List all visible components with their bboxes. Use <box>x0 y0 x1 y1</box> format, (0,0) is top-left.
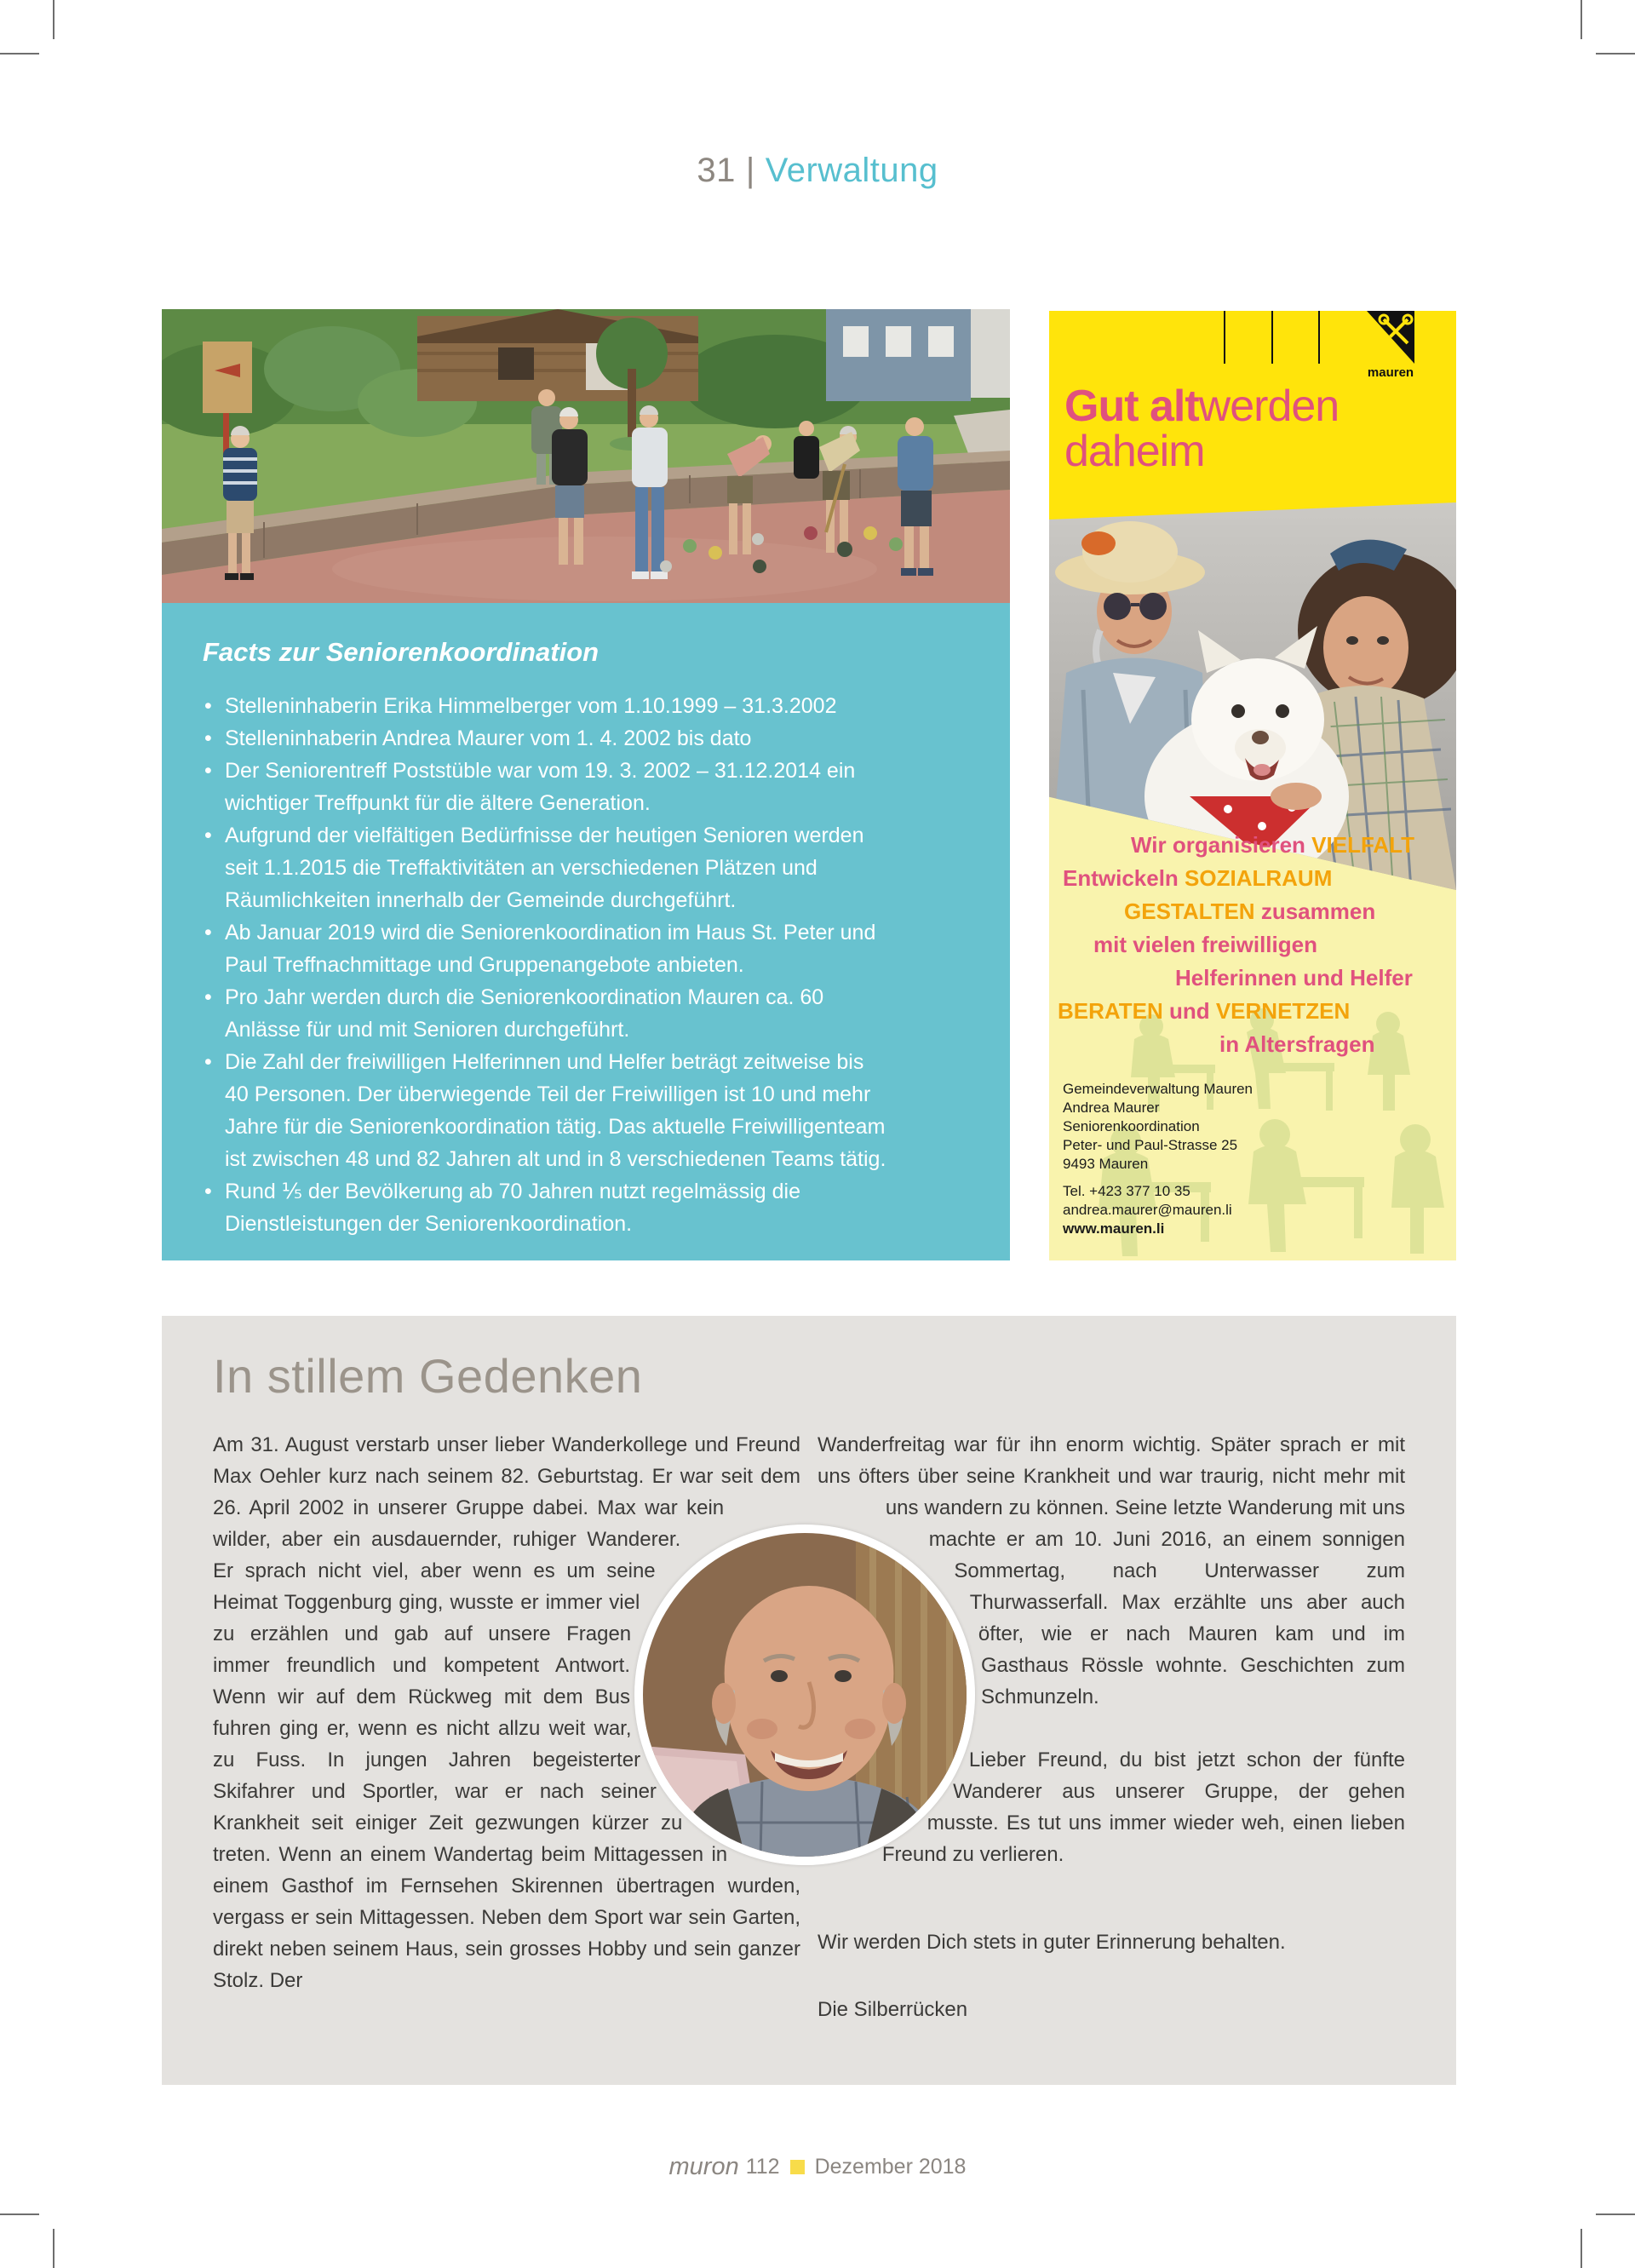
poster-contact-block <box>1063 1080 1253 1238</box>
memorial-paragraph: Wir werden Dich stets in guter Erinnerung behalten. <box>818 1931 1286 1954</box>
contact-city: 9493 Mauren <box>1063 1156 1149 1172</box>
footer-date: Dezember 2018 <box>814 2155 967 2179</box>
memorial-signature: Die Silberrücken <box>818 1998 968 2021</box>
crop-mark <box>0 53 39 55</box>
slogan-line: in Altersfragen <box>1219 1031 1375 1057</box>
page-number: 31 <box>697 152 736 189</box>
poster-slogan <box>1049 829 1456 1061</box>
fact-item: • Die Zahl der freiwilligen Helferinnen und Helfer beträgt zeitweise bis 40 Personen. Der überwiegende Teil der Freiwilligen ist 10 und mehr Jahre für die Seniorenkoordination tätig. Das aktuelle Freiwilligenteam ist zwischen 48 und 82 Jahren alt und in 8 verschiedenen Teams tätig. <box>203 1046 891 1175</box>
memorial-paragraph: Wanderfreitag war für ihn enorm wichtig. Später sprach er mit uns öfters über seine Krankheit und war traurig, nicht mehr mit uns wandern zu können. Seine letzte Wanderung mit uns machte er am 10. Juni 2016, an einem sonnigen Sommertag, nach Unterwasser zum Thurwasserfall. Max erzählte uns aber auch öfter, wie er nach Mauren kam und im Gasthaus Rössle wohnte. Geschichten zum Schmunzeln. <box>818 1433 1405 1708</box>
crop-mark <box>0 2213 39 2215</box>
max-oehler-portrait-photo <box>634 1524 975 1865</box>
contact-person: Andrea Maurer <box>1063 1100 1160 1116</box>
contact-phone: Tel. +423 377 10 35 <box>1063 1183 1190 1199</box>
crop-mark <box>1596 2213 1635 2215</box>
facts-list <box>203 690 891 1240</box>
crop-mark <box>1580 0 1582 39</box>
crop-mark <box>1596 53 1635 55</box>
contact-website: www.mauren.li <box>1063 1220 1165 1237</box>
slogan-line: Wir organisieren VIELFALT <box>1131 832 1415 858</box>
mauren-logo-label: mauren <box>1367 365 1414 380</box>
page-header <box>0 152 1635 190</box>
fact-item: • Rund ⅕ der Bevölkerung ab 70 Jahren nutzt regelmässig die Dienstleistungen der Seniorenkoordination. <box>203 1175 891 1240</box>
footer-issue: 112 <box>745 2155 780 2179</box>
fact-item: • Pro Jahr werden durch die Seniorenkoordination Mauren ca. 60 Anlässe für und mit Senioren durchgeführt. <box>203 981 891 1046</box>
section-title: Verwaltung <box>765 152 938 189</box>
crop-mark <box>53 0 54 39</box>
tick-line <box>1318 311 1320 364</box>
facts-title: Facts zur Seniorenkoordination <box>203 637 600 667</box>
crop-mark <box>1580 2229 1582 2268</box>
fact-item: • Stelleninhaberin Andrea Maurer vom 1. 4. 2002 bis dato <box>203 722 891 755</box>
crop-mark <box>53 2229 54 2268</box>
seniors-boccia-photo <box>162 309 1010 603</box>
memorial-title: In stillem Gedenken <box>213 1349 643 1403</box>
gut-altwerden-poster <box>1049 311 1456 1260</box>
slogan-line: Entwickeln SOZIALRAUM <box>1063 865 1333 891</box>
boccia-photo-graphic <box>162 309 1010 603</box>
slogan-line: BERATEN und VERNETZEN <box>1058 998 1351 1024</box>
memorial-box <box>162 1316 1456 2085</box>
slogan-line: GESTALTEN zusammen <box>1124 899 1376 924</box>
poster-title <box>1064 384 1339 474</box>
fact-item: • Stelleninhaberin Erika Himmelberger vom 1.10.1999 – 31.3.2002 <box>203 690 891 722</box>
header-separator: | <box>745 152 755 189</box>
tick-line <box>1224 311 1225 364</box>
facts-box <box>162 603 1010 1260</box>
contact-street: Peter- und Paul-Strasse 25 <box>1063 1137 1238 1153</box>
fact-item: • Aufgrund der vielfältigen Bedürfnisse der heutigen Senioren werden seit 1.1.2015 die Treffaktivitäten an verschiedenen Plätzen und Räumlichkeiten innerhalb der Gemeinde durchgeführt. <box>203 819 891 916</box>
page-footer <box>0 2153 1635 2181</box>
fact-item: • Der Seniorentreff Poststüble war vom 19. 3. 2002 – 31.12.2014 ein wichtiger Treffpunkt für die ältere Generation. <box>203 755 891 819</box>
footer-magazine: muron <box>668 2153 739 2180</box>
poster-title-rest: werden <box>1198 382 1340 431</box>
footer-separator-square <box>790 2160 805 2174</box>
poster-title-line2: daheim <box>1064 427 1205 476</box>
slogan-line: mit vielen freiwilligen <box>1093 932 1317 957</box>
fact-item: • Ab Januar 2019 wird die Seniorenkoordination im Haus St. Peter und Paul Treffnachmittage und Gruppenangebote anbieten. <box>203 916 891 981</box>
contact-role: Seniorenkoordination <box>1063 1118 1200 1134</box>
memorial-paragraph: Am 31. August verstarb unser lieber Wanderkollege und Freund Max Oehler kurz nach seinem 82. Geburtstag. Er war seit dem 26. April 2002 in unserer Gruppe dabei. Max war kein wilder, aber ein ausdauernder, ruhiger Wanderer. Er sprach nicht viel, aber wenn es um seine Heimat Toggenburg ging, wusste er immer viel zu erzählen und gab auf unsere Fragen immer freundlich und kompetent Antwort. Wenn wir auf dem Rückweg mit dem Bus fuhren ging er, wenn es nicht allzu weit war, zu Fuss. In jungen Jahren begeisterter Skifahrer und Sportler, war er nach seiner Krankheit seit einiger Zeit gezwungen kürzer zu treten. Wenn an einem Wandertag beim Mittagessen in einem Gasthof im Fernsehen Skirennen übertragen wurden, vergass er sein Mittagessen. Neben dem Sport war sein Garten, direkt neben seinem Haus, sein grosses Hobby und sein ganzer Stolz. Der <box>213 1433 800 1992</box>
memorial-paragraph: Lieber Freund, du bist jetzt schon der fünfte Wanderer aus unserer Gruppe, der gehen musste. Es tut uns immer wieder weh, einen lieben Freund zu verlieren. <box>881 1748 1405 1866</box>
contact-email: andrea.maurer@mauren.li <box>1063 1202 1232 1218</box>
slogan-line: Helferinnen und Helfer <box>1175 965 1413 990</box>
poster-title-bold: Gut alt <box>1064 382 1199 431</box>
tick-line <box>1271 311 1273 364</box>
contact-org: Gemeindeverwaltung Mauren <box>1063 1081 1254 1097</box>
